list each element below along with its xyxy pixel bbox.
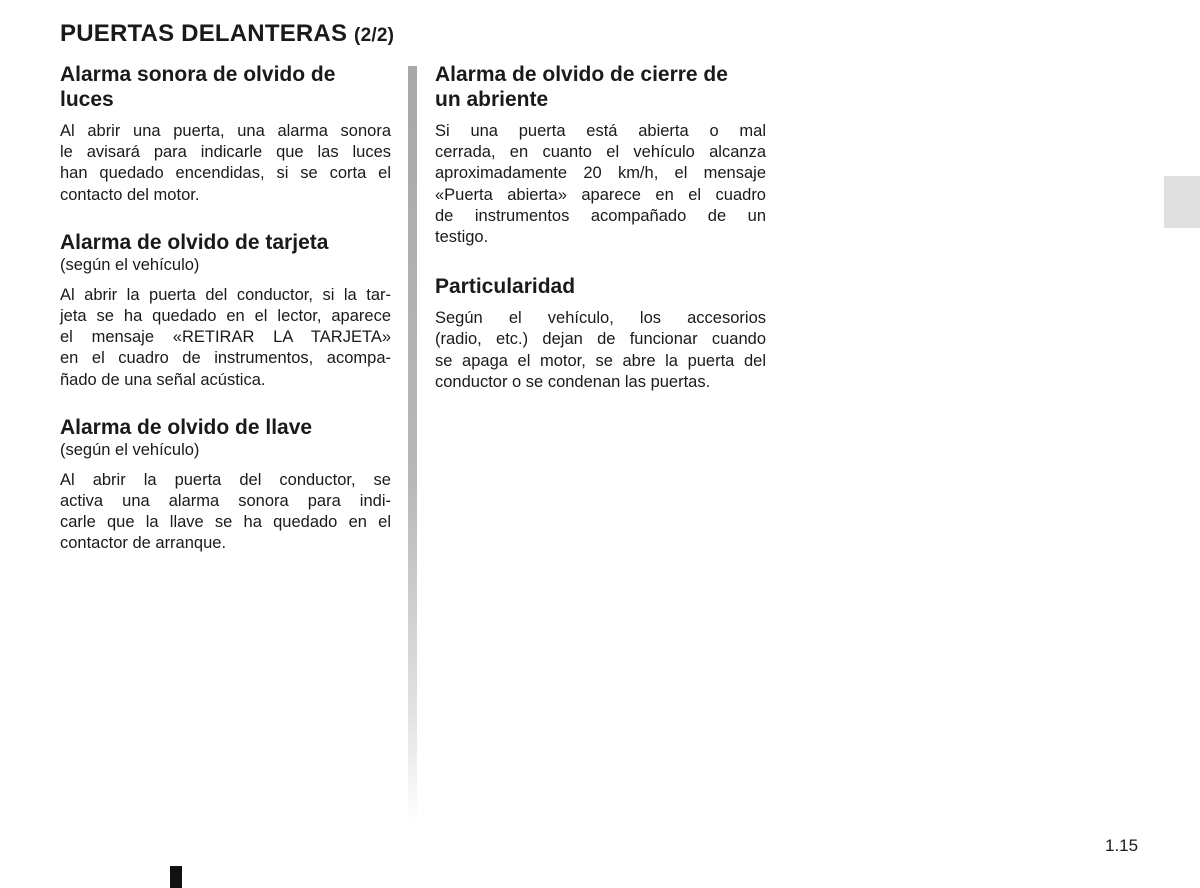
- section-heading: [60, 230, 391, 255]
- section-body: [60, 121, 391, 206]
- column-divider: [408, 66, 417, 826]
- page-title-text: PUERTAS DELANTERAS: [60, 20, 348, 47]
- right-column: [435, 62, 766, 393]
- body-line: en el cuadro de instrumentos, acompa-: [60, 349, 391, 368]
- heading-line: un abriente: [435, 88, 549, 111]
- section-heading: [435, 62, 766, 112]
- left-column: [60, 62, 391, 555]
- body-line: cerrada, en cuanto el vehículo alcanza: [435, 143, 766, 162]
- section-key-alarm: [60, 415, 391, 555]
- print-registration-mark: [170, 866, 182, 888]
- body-line: Al abrir una puerta, una alarma sonora: [60, 122, 391, 140]
- section-heading: [435, 274, 766, 299]
- body-line: Al abrir la puerta del conductor, si la tar-: [60, 285, 391, 304]
- section-card-alarm: [60, 230, 391, 391]
- heading-line: Alarma de olvido de cierre de: [435, 63, 728, 86]
- body-line: ñado de una señal acústica.: [60, 370, 266, 389]
- body-line: activa una alarma sonora para indi-: [60, 492, 391, 511]
- heading-line: luces: [60, 88, 114, 111]
- body-line: contactor de arranque.: [60, 534, 227, 553]
- section-subheading: [60, 440, 391, 461]
- body-line: jeta se ha quedado en el lector, aparece: [60, 307, 391, 326]
- heading-line: Alarma de olvido de llave: [60, 415, 313, 439]
- section-heading: [60, 415, 391, 440]
- body-line: de instrumentos acompañado de un: [435, 206, 766, 225]
- page-part-indicator: (2/2): [354, 25, 395, 46]
- section-body: [435, 121, 766, 248]
- section-door-open-alarm: [435, 62, 766, 248]
- subheading-line: (según el vehículo): [60, 255, 200, 274]
- page-number: 1.15: [1105, 836, 1139, 855]
- body-line: Según el vehículo, los accesorios: [435, 309, 766, 328]
- chapter-tab-marker: [1164, 176, 1200, 228]
- body-line: le avisará para indicarle que las luces: [60, 143, 391, 162]
- body-line: testigo.: [435, 228, 489, 247]
- body-line: (radio, etc.) dejan de funcionar cuando: [435, 330, 766, 349]
- body-line: aproximadamente 20 km/h, el mensaje: [435, 164, 766, 183]
- body-line: carle que la llave se ha quedado en el: [60, 513, 391, 532]
- heading-line: Alarma de olvido de tarjeta: [60, 230, 329, 254]
- body-line: contacto del motor.: [60, 185, 200, 204]
- body-line: se apaga el motor, se abre la puerta del: [435, 351, 766, 370]
- body-line: han quedado encendidas, si se corta el: [60, 164, 391, 183]
- section-body: [435, 308, 766, 393]
- section-lights-alarm: [60, 62, 391, 206]
- section-body: [60, 470, 391, 555]
- page-title: [60, 18, 394, 52]
- body-line: Al abrir la puerta del conductor, se: [60, 470, 391, 489]
- heading-line: Particularidad: [435, 275, 576, 299]
- heading-line: Alarma sonora de olvido de: [60, 63, 336, 86]
- section-heading: [60, 62, 391, 112]
- section-subheading: [60, 255, 391, 276]
- body-line: el mensaje «RETIRAR LA TARJETA»: [60, 328, 391, 347]
- section-particularity: [435, 274, 766, 393]
- subheading-line: (según el vehículo): [60, 440, 200, 459]
- body-line: «Puerta abierta» aparece en el cuadro: [435, 185, 766, 204]
- section-body: [60, 285, 391, 391]
- body-line: Si una puerta está abierta o mal: [435, 122, 766, 140]
- body-line: conductor o se condenan las puertas.: [435, 372, 711, 391]
